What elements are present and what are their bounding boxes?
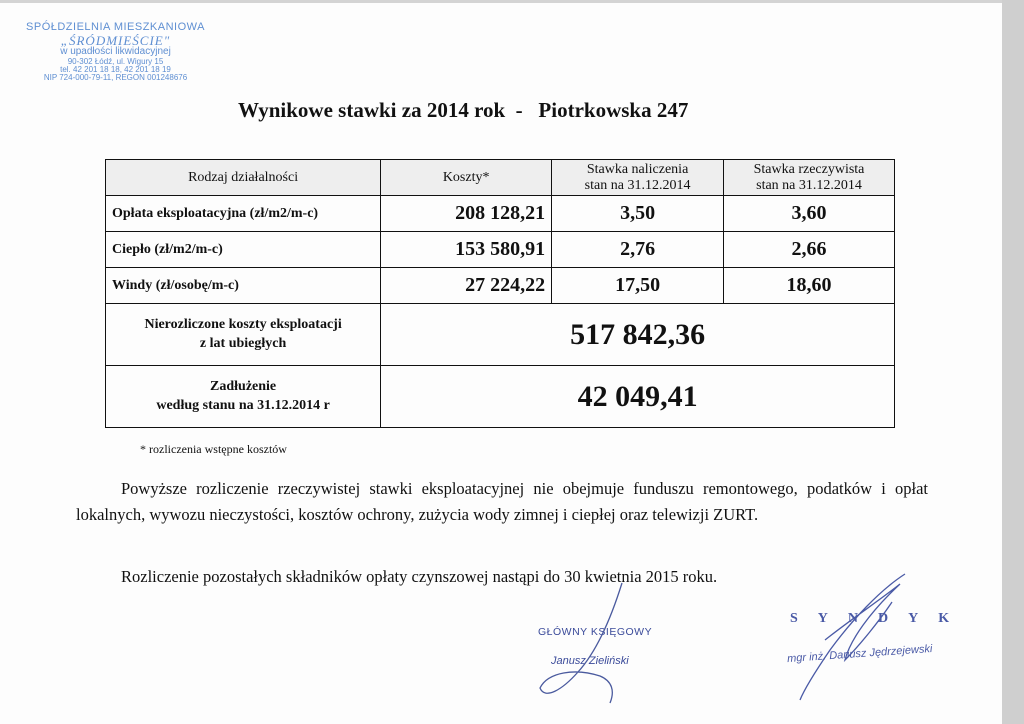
row-actual-rate: 3,60 [724,196,895,232]
table-row [106,232,895,268]
debt-value: 42 049,41 [381,366,895,428]
unsettled-label-line2: z lat ubiegłych [199,335,287,351]
scan-edge-right [1002,0,1024,724]
accountant-signature-stroke [540,583,622,703]
table-header-row [106,160,895,196]
header-costs: Koszty* [381,160,552,196]
paragraph-scope: Powyższe rozliczenie rzeczywistej stawki eksploatacyjnej nie obejmuje funduszu remontowego, podatków i opłat lokalnych, wywozu nieczystości, kosztów ochrony, zużycia wody zimnej i ciepłej oraz telewizji ZURT. [76,479,928,524]
stamp-line: „ŚRÓDMIEŚCIE" [60,32,171,48]
row-label: Windy (zł/osobę/m-c) [106,268,381,304]
row-actual-rate: 18,60 [724,268,895,304]
row-charged-rate: 17,50 [552,268,724,304]
stamp-line: SPÓŁDZIELNIA MIESZKANIOWA [26,21,205,33]
debt-label [106,366,381,428]
header-charged-rate [552,160,724,196]
debt-row [106,366,895,428]
row-cost: 208 128,21 [381,196,552,232]
unsettled-costs-value: 517 842,36 [381,304,895,366]
rates-table [105,159,895,428]
unsettled-costs-row [106,304,895,366]
stamp-line: NIP 724-000-79-11, REGON 001248676 [43,73,188,83]
table-row [106,268,895,304]
header-activity: Rodzaj działalności [106,160,381,196]
table-footnote: * rozliczenia wstępne kosztów [140,442,287,456]
debt-label-line2: według stanu na 31.12.2014 r [156,397,330,413]
header-actual-line1: Stawka rzeczywista [753,162,865,178]
chief-accountant-stamp: GŁÓWNY KSIĘGOWY [538,626,653,638]
debt-label-line1: Zadłużenie [210,378,277,394]
cooperative-stamp [8,22,223,83]
header-charged-line2: stan na 31.12.2014 [584,177,691,193]
scan-edge-top [0,0,1024,3]
header-charged-line1: Stawka naliczenia [586,162,689,178]
trustee-signature-stroke [800,574,905,700]
header-actual-line2: stan na 31.12.2014 [756,177,862,193]
trustee-stamp: SYNDYK [790,611,970,626]
row-cost: 153 580,91 [381,232,552,268]
row-charged-rate: 3,50 [552,196,724,232]
row-label: Ciepło (zł/m2/m-c) [106,232,381,268]
stamp-line: tel. 42 201 18 18, 42 201 18 19 [60,65,171,75]
row-actual-rate: 2,66 [724,232,895,268]
stamp-line: 90-302 Łódź, ul. Wigury 15 [67,56,164,66]
stamp-line: w upadłości likwidacyjnej [60,46,171,58]
document-title: Wynikowe stawki za 2014 rok - Piotrkowska 247 [238,98,689,122]
table-row [106,196,895,232]
chief-accountant-name: Janusz Zieliński [551,655,629,667]
paragraph-deadline: Rozliczenie pozostałych składników opłaty czynszowej nastąpi do 30 kwietnia 2015 roku. [121,567,718,586]
unsettled-costs-label [106,304,381,366]
row-cost: 27 224,22 [381,268,552,304]
trustee-name: mgr inż. Dariusz Jędrzejewski [786,642,933,666]
row-label: Opłata eksploatacyjna (zł/m2/m-c) [106,196,381,232]
header-actual-rate [724,160,895,196]
row-charged-rate: 2,76 [552,232,724,268]
unsettled-label-line1: Nierozliczone koszty eksploatacji [144,316,342,332]
